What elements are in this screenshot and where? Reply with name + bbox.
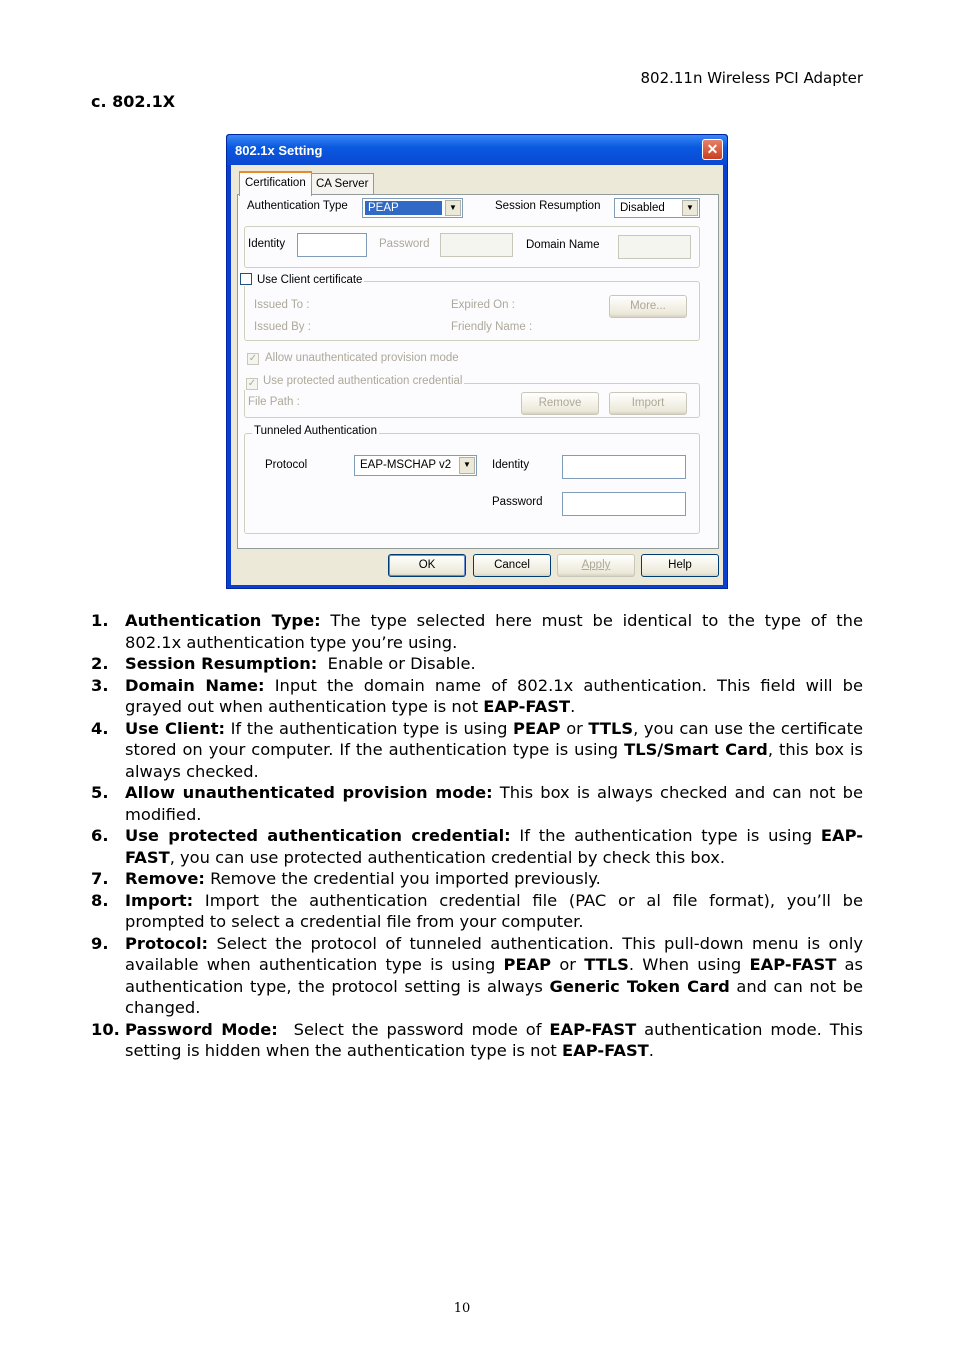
use-client-cert-label: Use Client certificate — [257, 274, 363, 286]
ok-button[interactable]: OK — [388, 554, 466, 577]
certification-panel — [237, 194, 719, 549]
tunnel-identity-label: Identity — [492, 459, 530, 471]
tunnel-identity-input[interactable] — [562, 455, 686, 479]
friendly-name-label: Friendly Name : — [451, 321, 533, 333]
tunneled-auth-title: Tunneled Authentication — [254, 425, 377, 437]
header-product-name: 802.11n Wireless PCI Adapter — [640, 69, 863, 87]
use-client-cert-checkbox[interactable] — [240, 273, 252, 285]
list-item: 2. Session Resumption: Enable or Disable. — [91, 654, 476, 673]
list-item: 1. Authentication Type: The type selected here must be identical to the type of the 802.1x authentication type you’re using. — [91, 611, 863, 652]
dialog-title: 802.1x Setting — [235, 143, 323, 158]
allow-unauth-checkbox[interactable]: ✓ — [248, 353, 258, 364]
more-button[interactable]: More... — [609, 295, 687, 318]
allow-unauth-label: Allow unauthenticated provision mode — [265, 352, 459, 364]
chevron-down-icon[interactable]: ▼ — [459, 457, 475, 474]
description-list — [91, 610, 863, 1062]
section-heading: c. 802.1X — [91, 92, 176, 111]
session-resumption-value: Disabled — [620, 202, 665, 214]
tunnel-password-input[interactable] — [562, 492, 686, 516]
import-button[interactable]: Import — [609, 392, 687, 415]
protocol-select[interactable] — [354, 455, 477, 476]
domain-name-label: Domain Name — [526, 239, 600, 251]
password-input[interactable] — [440, 233, 513, 257]
expired-on-label: Expired On : — [451, 299, 515, 311]
chevron-down-icon[interactable]: ▼ — [682, 200, 698, 216]
password-label: Password — [379, 238, 430, 250]
client-certificate-group — [244, 281, 700, 341]
auth-type-value: PEAP — [365, 201, 442, 215]
setting-dialog — [226, 134, 728, 589]
protocol-value: EAP-MSCHAP v2 — [360, 459, 452, 471]
session-resumption-select[interactable] — [614, 198, 700, 218]
auth-type-label: Authentication Type — [247, 200, 348, 212]
use-protected-label: Use protected authentication credential — [263, 375, 463, 387]
apply-button[interactable]: Apply — [557, 554, 635, 577]
auth-type-select[interactable] — [362, 198, 463, 218]
list-item: 6. Use protected authentication credential: If the authentication type is using EAP-FAST, you can use protected authentication credential by check this box. — [91, 826, 863, 867]
identity-group — [244, 226, 700, 268]
tab-ca-server[interactable]: CA Server — [310, 173, 374, 195]
use-protected-checkbox[interactable]: ✓ — [247, 378, 257, 389]
help-button[interactable]: Help — [641, 554, 719, 577]
file-path-label: File Path : — [248, 396, 300, 408]
list-item: 5. Allow unauthenticated provision mode: This box is always checked and can not be modified. — [91, 783, 863, 824]
issued-by-label: Issued By : — [254, 321, 311, 333]
close-icon[interactable]: ✕ — [702, 139, 723, 160]
identity-label: Identity — [248, 238, 286, 250]
dialog-client-area — [231, 165, 723, 585]
list-item: 8. Import: Import the authentication credential file (PAC or al file format), you’ll be prompted to select a credential file from your computer. — [91, 890, 863, 931]
identity-input[interactable] — [297, 233, 367, 257]
list-item: 9. Protocol: Select the protocol of tunneled authentication. This pull-down menu is only available when authentication type is using PEAP or TTLS. When using EAP-FAST as authentication type, the protocol setting is always Generic Token Card and can not be changed. — [91, 933, 863, 1017]
tunneled-auth-group — [244, 433, 700, 534]
protocol-label: Protocol — [265, 459, 308, 471]
chevron-down-icon[interactable]: ▼ — [445, 200, 461, 216]
tunnel-password-label: Password — [492, 496, 543, 508]
tab-certification[interactable]: Certification — [239, 171, 312, 196]
list-item: 7. Remove: Remove the credential you imported previously. — [91, 869, 601, 888]
cancel-button[interactable]: Cancel — [473, 554, 551, 577]
list-item: 3. Domain Name: Input the domain name of 802.1x authentication. This field will be grayed out when authentication type is not EAP-FAST. — [91, 675, 864, 716]
page-number: 10 — [453, 1301, 471, 1316]
use-protected-checkbox-row[interactable] — [244, 375, 464, 390]
list-item: 4. Use Client: If the authentication type is using PEAP or TTLS, you can use the certificate stored on your computer. If the authentication type is using TLS/Smart Card, this box is always checked. — [91, 718, 863, 781]
use-client-cert-checkbox-row[interactable] — [238, 273, 364, 286]
dialog-titlebar[interactable] — [227, 135, 727, 165]
session-resumption-label: Session Resumption — [495, 200, 601, 212]
list-item: 10. Password Mode: Select the password mode of EAP-FAST authentication mode. This setting is hidden when the authentication type is not EAP-FAST. — [91, 1019, 863, 1060]
issued-to-label: Issued To : — [254, 299, 310, 311]
remove-button[interactable]: Remove — [521, 392, 599, 415]
domain-name-input[interactable] — [618, 235, 691, 259]
